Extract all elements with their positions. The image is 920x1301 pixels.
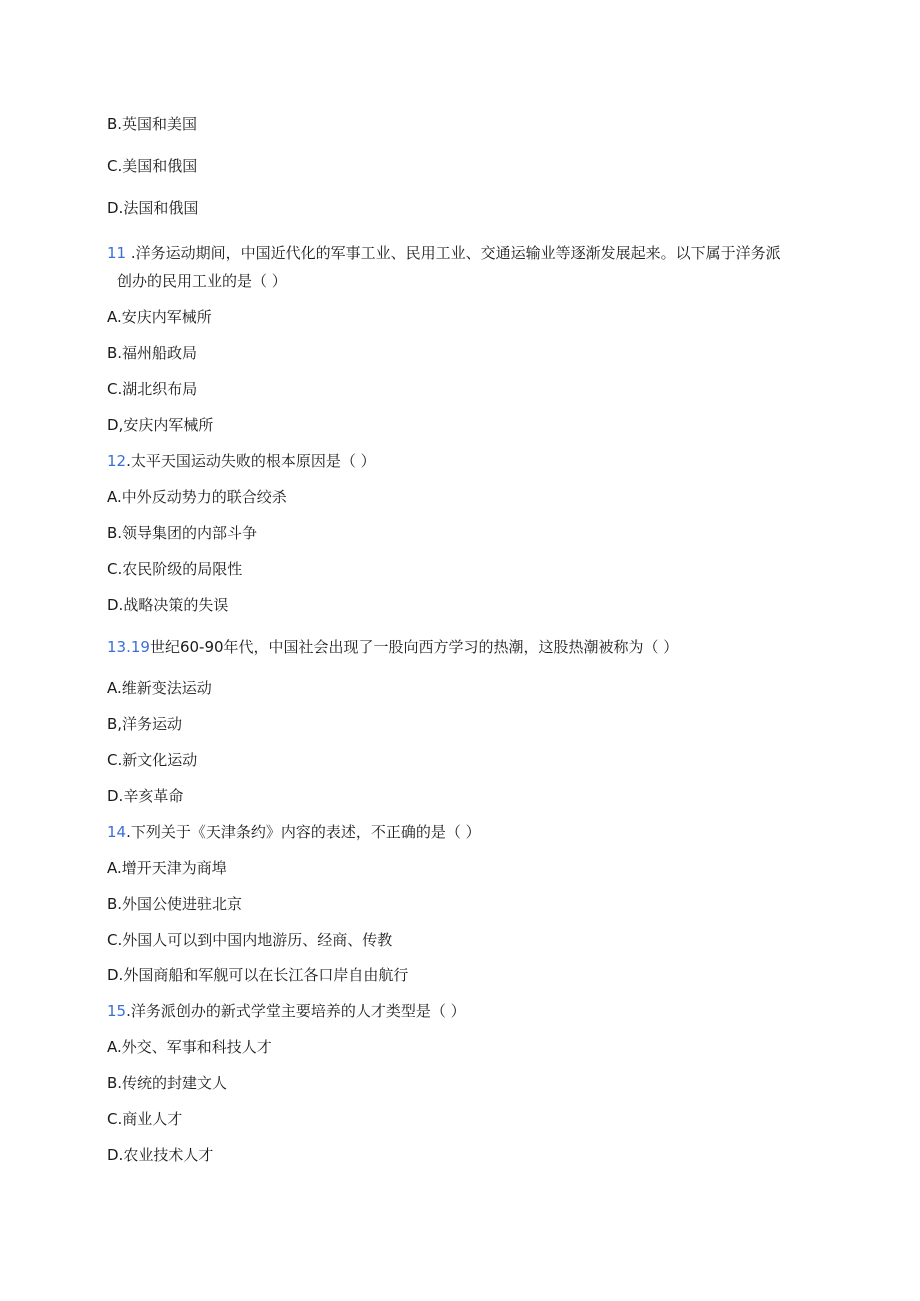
question-15 bbox=[107, 1001, 466, 1021]
option-b: B.福州船政局 bbox=[107, 344, 198, 362]
option-a: A.中外反动势力的联合绞杀 bbox=[107, 488, 287, 506]
option-a: A.外交、军事和科技人才 bbox=[107, 1038, 272, 1056]
option-c: C.新文化运动 bbox=[107, 751, 198, 769]
option-c: C.湖北织布局 bbox=[107, 380, 198, 398]
option-a: A.增开天津为商埠 bbox=[107, 859, 227, 877]
option-d: D.法国和俄国 bbox=[107, 199, 199, 217]
option-a: A.安庆内军械所 bbox=[107, 308, 212, 326]
option-b: B.外国公使进驻北京 bbox=[107, 895, 243, 913]
question-11 bbox=[107, 243, 781, 263]
question-number: 12 bbox=[107, 452, 127, 470]
question-number: 13.19 bbox=[107, 638, 150, 656]
option-c: C.外国人可以到中国内地游历、经商、传教 bbox=[107, 931, 393, 949]
option-b: B,洋务运动 bbox=[107, 715, 183, 733]
question-text: .洋务派创办的新式学堂主要培养的人才类型是（ ） bbox=[126, 1002, 466, 1020]
option-b: B.领导集团的内部斗争 bbox=[107, 524, 258, 542]
question-number: 14 bbox=[107, 823, 127, 841]
option-c: C.美国和俄国 bbox=[107, 157, 198, 175]
question-text: .下列关于《天津条约》内容的表述，不正确的是（ ） bbox=[126, 823, 481, 841]
option-d: D,安庆内军械所 bbox=[107, 416, 214, 434]
question-text: 世纪60-90年代，中国社会出现了一股向西方学习的热潮，这股热潮被称为（ ） bbox=[149, 638, 679, 656]
option-b: B.传统的封建文人 bbox=[107, 1074, 228, 1092]
option-c: C.农民阶级的局限性 bbox=[107, 560, 243, 578]
question-text: .洋务运动期间，中国近代化的军事工业、民用工业、交通运输业等逐渐发展起来。以下属于洋务派 bbox=[126, 244, 781, 262]
option-c: C.商业人才 bbox=[107, 1110, 183, 1128]
question-number: 15 bbox=[107, 1002, 127, 1020]
option-b: B.英国和美国 bbox=[107, 115, 198, 133]
question-13 bbox=[107, 637, 678, 657]
question-11-continuation: 创办的民用工业的是（ ） bbox=[117, 272, 287, 290]
question-number: 11 bbox=[107, 244, 127, 262]
question-14 bbox=[107, 822, 481, 842]
option-d: D.辛亥革命 bbox=[107, 787, 184, 805]
option-a: A.维新变法运动 bbox=[107, 679, 212, 697]
option-d: D.战略决策的失误 bbox=[107, 596, 229, 614]
option-d: D.外国商船和军舰可以在长江各口岸自由航行 bbox=[107, 966, 409, 984]
question-12 bbox=[107, 451, 376, 471]
option-d: D.农业技术人才 bbox=[107, 1146, 214, 1164]
question-text: .太平天国运动失败的根本原因是（ ） bbox=[126, 452, 376, 470]
